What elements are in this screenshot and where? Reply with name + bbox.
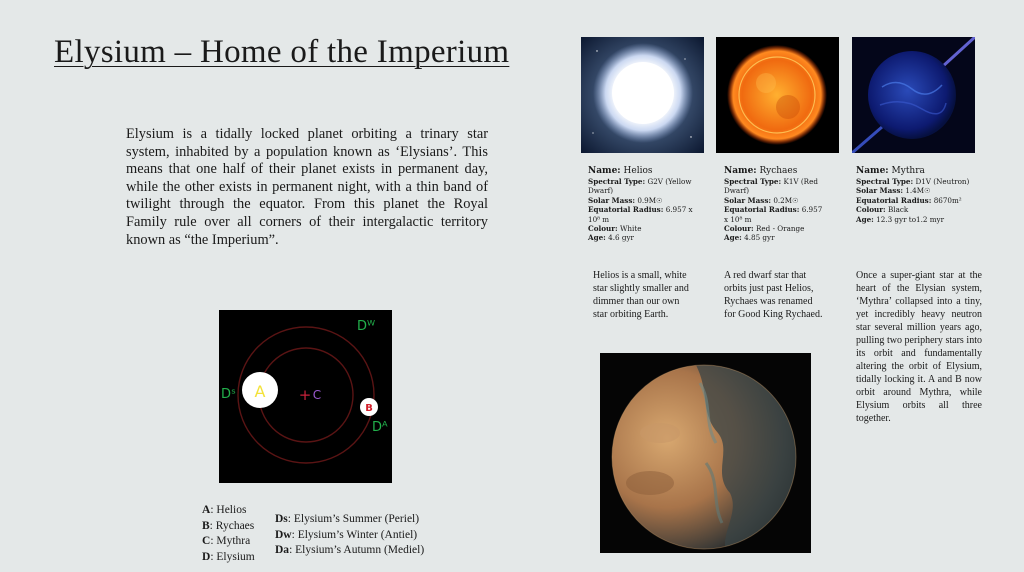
star-b-label: B — [365, 403, 373, 414]
mythra-description: Once a super-giant star at the heart of the Elysian system, ‘Mythra’ collapsed into a tiny, yet incredibly heavy neutron star several million years ago, pulling two periphery stars into its orbit and fundamentally altering the orbit of Elysium, tidally locking it. A and B now orbit around Mythra, while Elysium orbits all three together. — [856, 270, 982, 424]
legend-item: A: Helios — [202, 504, 247, 516]
mythra-info: Name: Mythra Spectral Type: D1V (Neutron) Solar Mass: 1.4M☉ Equatorial Radius: 8670m² Colour: Black Age: 12.3 gyr to1.2 myr — [856, 166, 970, 224]
page-title: Elysium – Home of the Imperium — [54, 34, 510, 70]
ds-label: Dˢ — [221, 387, 236, 402]
helios-description: Helios is a small, white star slightly smaller and dimmer than our own star orbiting Earth. — [593, 270, 689, 320]
legend-item: C: Mythra — [202, 535, 251, 547]
legend-item: Ds: Elysium’s Summer (Periel) — [275, 513, 420, 525]
helios-info: Name: Helios Spectral Type: G2V (Yellow Dwarf) Solar Mass: 0.9M☉ Equatorial Radius: 6.957 x 10⁸ m Colour: White Age: 4.6 gyr — [588, 166, 693, 243]
rychaes-image — [716, 37, 839, 153]
intro-paragraph: Elysium is a tidally locked planet orbiting a trinary star system, inhabited by a population known as ‘Elysians’. This means that one half of their planet exists in permanent day, while the other exists in permanent night, with a thin band of twilight through the equator. From this planet the Royal Family rule over all corners of their intergalactic territory known as “the Imperium”. — [126, 126, 488, 248]
legend-item: B: Rychaes — [202, 519, 255, 532]
center-label: C — [312, 388, 322, 402]
legend-stars — [202, 503, 255, 565]
da-label: Dᴬ — [372, 420, 388, 435]
legend-seasons — [275, 512, 424, 559]
legend-item: D: Elysium — [202, 550, 255, 563]
helios-image — [581, 37, 704, 153]
elysium-planet-image — [600, 353, 811, 553]
orbit-diagram — [219, 310, 392, 483]
mythra-image — [852, 37, 975, 153]
legend-item: Dw: Elysium’s Winter (Antiel) — [275, 528, 418, 541]
dw-label: Dᵂ — [357, 319, 376, 334]
star-a-label: A — [254, 382, 266, 401]
rychaes-description: A red dwarf star that orbits just past Helios, Rychaes was renamed for Good King Rychaed. — [724, 270, 823, 320]
rychaes-info: Name: Rychaes Spectral Type: K1V (Red Dwarf) Solar Mass: 0.2M☉ Equatorial Radius: 6.957 x 10⁸ m Colour: Red - Orange Age: 4.85 gyr — [724, 166, 823, 243]
center-mark: + — [298, 386, 312, 404]
legend-item: Da: Elysium’s Autumn (Mediel) — [275, 544, 425, 556]
